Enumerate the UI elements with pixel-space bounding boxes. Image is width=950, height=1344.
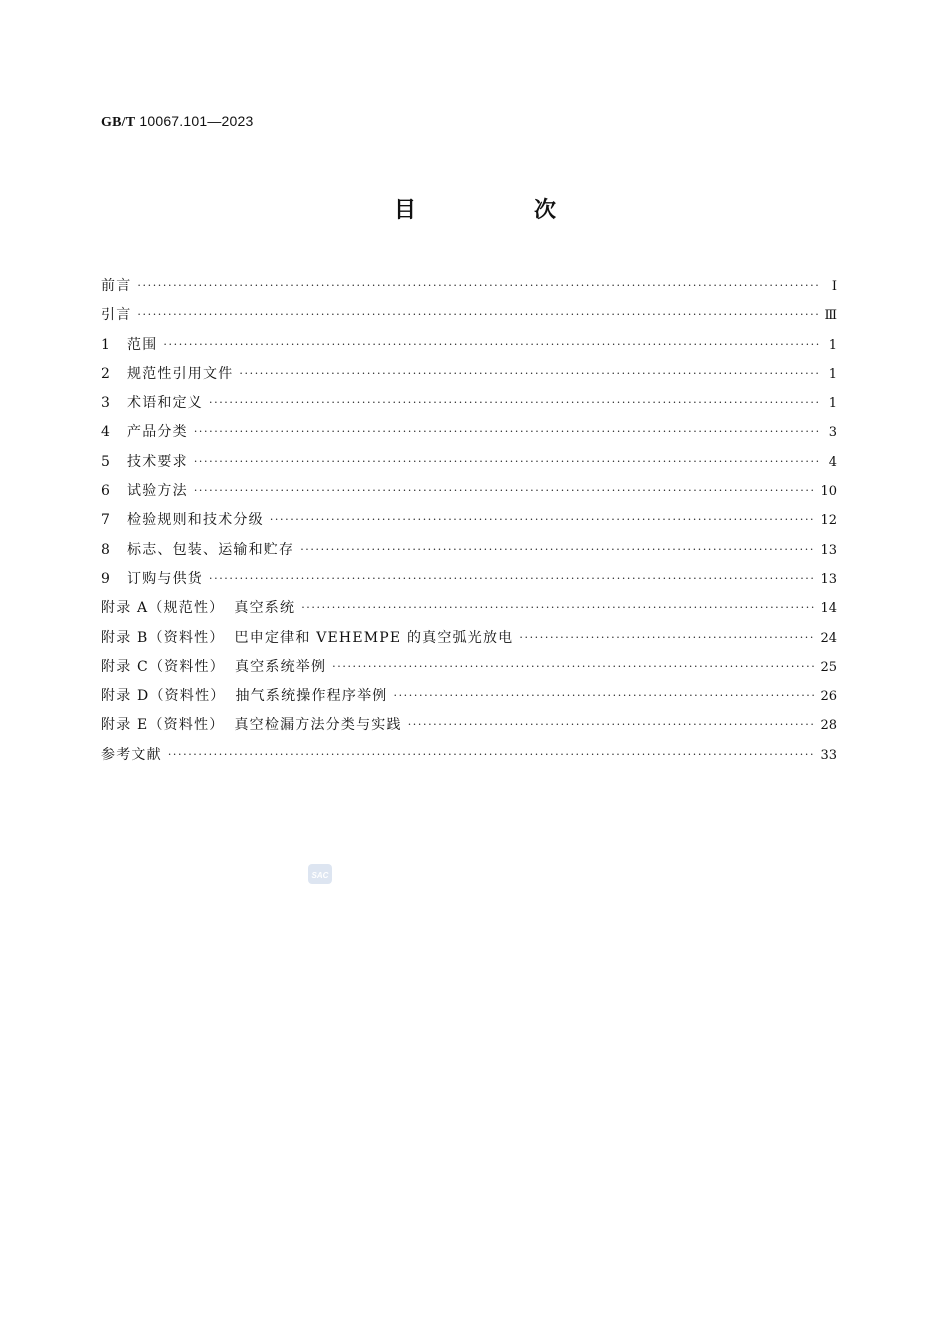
toc-dot-leader (209, 564, 814, 593)
toc-entry-title: 产品分类 (127, 424, 188, 441)
toc-entry[interactable] (101, 506, 837, 535)
toc-entry-label (101, 272, 131, 301)
toc-entry-page: 3 (828, 425, 837, 441)
toc-entry[interactable] (101, 389, 837, 418)
toc-entry-annex: 附录 C（资料性） (101, 658, 225, 675)
toc-entry-number: 5 (101, 453, 110, 470)
toc-title: 目 次 (393, 198, 604, 223)
toc-entry-title: 试验方法 (127, 483, 188, 500)
toc-dot-leader (168, 740, 815, 769)
toc-entry-number: 1 (101, 336, 110, 353)
toc-entry-title: 范围 (127, 336, 158, 353)
toc-entry-annex: 附录 B（资料性） (101, 629, 225, 646)
toc-entry[interactable] (101, 565, 837, 594)
toc-dot-leader (270, 505, 815, 534)
toc-entry-page: 26 (820, 689, 837, 705)
toc-dot-leader (519, 623, 814, 652)
toc-entry-title: 真空系统举例 (234, 658, 327, 675)
toc-entry-title: 前言 (101, 278, 132, 294)
toc-entry[interactable] (101, 536, 837, 565)
toc-entry-title: 标志、包装、运输和贮存 (127, 541, 295, 558)
toc-entry-number: 9 (101, 570, 110, 587)
toc-dot-leader (137, 271, 821, 300)
sac-logo-icon (307, 862, 333, 886)
toc-entry-page: Ⅰ (831, 279, 837, 294)
toc-entry-title: 巴申定律和 VEHEMPE 的真空弧光放电 (234, 629, 514, 646)
standard-code (101, 113, 253, 131)
toc-entry-number: 3 (101, 395, 110, 412)
toc-dot-leader (194, 417, 821, 446)
toc-entry-annex: 附录 E（资料性） (101, 717, 225, 734)
toc-entry[interactable] (101, 624, 837, 653)
toc-entry-number: 2 (101, 365, 110, 382)
standard-code-prefix: GB/T (101, 115, 136, 130)
toc-dot-leader (194, 447, 821, 476)
toc-dot-leader (163, 330, 821, 359)
toc-dot-leader (301, 593, 814, 622)
toc-entry-annex: 附录 A（规范性） (101, 600, 225, 617)
toc-dot-leader (137, 300, 818, 329)
toc-entry[interactable] (101, 682, 837, 711)
toc-dot-leader (408, 710, 815, 739)
toc-entry-page: 4 (828, 454, 837, 470)
toc-entry-title: 术语和定义 (127, 395, 203, 412)
toc-entry-label (101, 389, 203, 418)
toc-entry-page: 28 (820, 718, 837, 734)
toc-entry-title: 引言 (101, 307, 132, 324)
toc-entry[interactable] (101, 360, 837, 389)
toc-entry-title: 检验规则和技术分级 (127, 512, 264, 529)
toc-entry-title: 技术要求 (127, 453, 188, 470)
toc-entry-label (101, 536, 294, 565)
toc-entry-label (101, 418, 188, 447)
toc-dot-leader (194, 476, 815, 505)
toc-entry-page: 10 (820, 484, 837, 500)
toc-dot-leader (239, 359, 821, 388)
toc-entry-label (101, 565, 203, 594)
toc-entry[interactable] (101, 301, 837, 330)
toc-entry-title: 规范性引用文件 (127, 365, 234, 382)
toc-entry-label (101, 653, 326, 682)
toc-list (101, 272, 837, 770)
toc-entry-title: 真空检漏方法分类与实践 (234, 717, 402, 734)
toc-entry-page: 1 (828, 337, 837, 353)
toc-entry-number: 7 (101, 512, 110, 529)
toc-entry-page: 12 (820, 513, 837, 529)
toc-entry-title: 抽气系统操作程序举例 (235, 688, 388, 705)
toc-entry[interactable] (101, 272, 837, 301)
toc-entry-label (101, 331, 157, 360)
toc-dot-leader (300, 535, 814, 564)
toc-entry-label (101, 506, 264, 535)
toc-entry-page: 1 (828, 396, 837, 412)
sac-logo-text: SAC (311, 871, 329, 880)
toc-entry-label (101, 301, 131, 330)
toc-entry[interactable] (101, 331, 837, 360)
toc-entry[interactable] (101, 477, 837, 506)
toc-entry[interactable] (101, 418, 837, 447)
toc-dot-leader (332, 652, 814, 681)
toc-entry[interactable] (101, 741, 837, 770)
toc-entry[interactable] (101, 594, 837, 623)
toc-entry[interactable] (101, 653, 837, 682)
toc-entry-label (101, 594, 295, 623)
toc-entry-page: 13 (820, 542, 837, 558)
toc-entry-page: 24 (820, 630, 837, 646)
toc-dot-leader (393, 681, 814, 710)
toc-entry[interactable] (101, 448, 837, 477)
toc-entry-label (101, 360, 233, 389)
toc-entry-page: 25 (820, 659, 837, 675)
toc-dot-leader (209, 388, 821, 417)
toc-entry-title: 参考文献 (101, 746, 162, 763)
toc-entry-number: 6 (101, 483, 110, 500)
toc-entry-title: 订购与供货 (127, 570, 203, 587)
toc-entry-label (101, 741, 162, 770)
standard-code-number: 10067.101—2023 (139, 113, 254, 129)
toc-entry-label (101, 448, 188, 477)
toc-entry-page: 14 (820, 601, 837, 617)
toc-entry-number: 4 (101, 424, 110, 441)
toc-entry[interactable] (101, 711, 837, 740)
toc-entry-page: 33 (820, 747, 837, 763)
toc-entry-label (101, 682, 387, 711)
toc-entry-page: 13 (820, 571, 837, 587)
toc-entry-page: 1 (828, 366, 837, 382)
toc-entry-title: 真空系统 (234, 600, 296, 617)
toc-entry-page: Ⅲ (824, 308, 837, 324)
toc-entry-annex: 附录 D（资料性） (101, 688, 226, 705)
toc-entry-label (101, 624, 513, 653)
toc-entry-label (101, 711, 402, 740)
toc-entry-number: 8 (101, 541, 110, 558)
toc-entry-label (101, 477, 188, 506)
